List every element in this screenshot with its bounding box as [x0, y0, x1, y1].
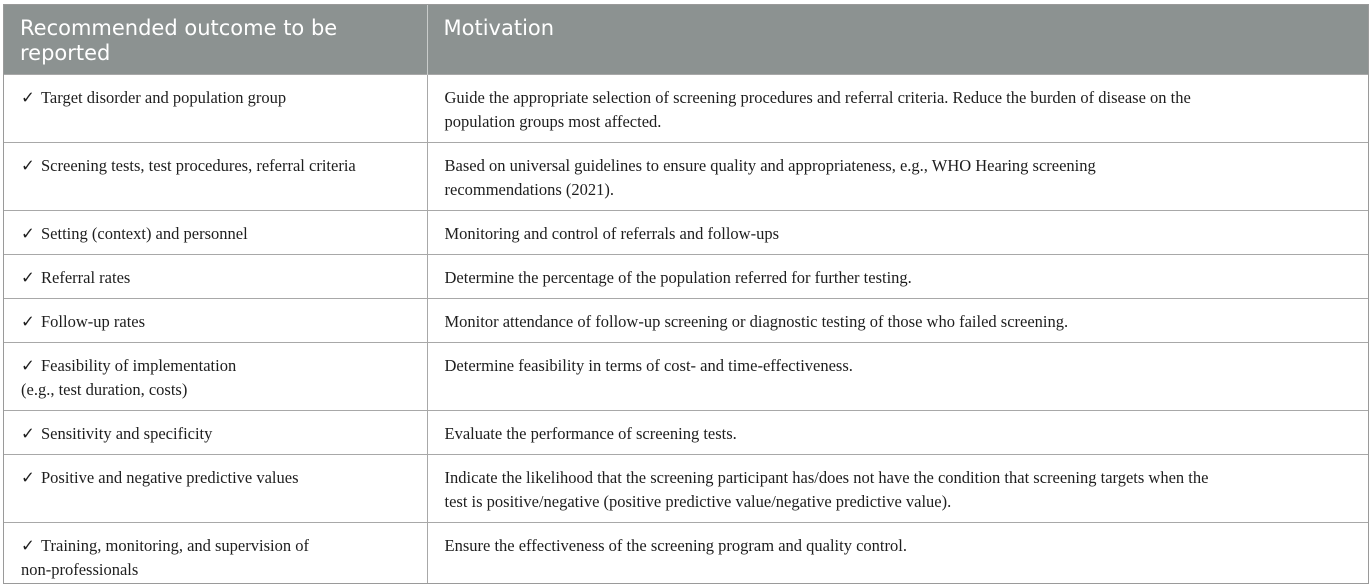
outcome-line: [21, 422, 415, 446]
outcome-line: [21, 558, 415, 582]
checkmark-icon: ✓: [21, 536, 35, 555]
outcome-text: Feasibility of implementation: [41, 356, 237, 375]
motivation-text: Evaluate the performance of screening tests.: [444, 424, 737, 443]
outcome-text: Screening tests, test procedures, referral criteria: [41, 156, 356, 175]
checkmark-icon: ✓: [21, 312, 35, 331]
table-row: [4, 523, 1368, 585]
motivation-cell: [427, 211, 1368, 255]
outcome-text: Sensitivity and specificity: [41, 424, 213, 443]
table-header: [4, 5, 1368, 75]
table-row: [4, 255, 1368, 299]
outcome-cell: [4, 523, 427, 585]
outcome-cell: [4, 299, 427, 343]
outcome-line: [21, 86, 415, 110]
motivation-text: Monitoring and control of referrals and follow-ups: [444, 224, 779, 243]
motivation-cell: [427, 455, 1368, 523]
checkmark-icon: ✓: [21, 268, 35, 287]
outcome-text: Follow-up rates: [41, 312, 146, 331]
checkmark-icon: ✓: [21, 156, 35, 175]
outcome-text: Target disorder and population group: [41, 88, 287, 107]
motivation-cell: [427, 411, 1368, 455]
table-row: [4, 75, 1368, 143]
outcome-line: [21, 222, 415, 246]
outcome-line: [21, 266, 415, 290]
outcome-text: Referral rates: [41, 268, 131, 287]
motivation-text: Determine the percentage of the population referred for further testing.: [444, 268, 912, 287]
outcome-cell: [4, 411, 427, 455]
outcomes-table: [4, 5, 1368, 584]
outcome-line: [21, 534, 415, 558]
motivation-text: test is positive/negative (positive predictive value/negative predictive value).: [444, 492, 952, 511]
table-row: [4, 299, 1368, 343]
motivation-text: population groups most affected.: [444, 112, 662, 131]
outcome-text: (e.g., test duration, costs): [21, 380, 188, 399]
checkmark-icon: ✓: [21, 468, 35, 487]
outcome-line: [21, 310, 415, 334]
outcomes-table-container: [3, 4, 1369, 584]
motivation-cell: [427, 75, 1368, 143]
outcome-line: [21, 466, 415, 490]
table-body: [4, 75, 1368, 585]
outcome-text: Training, monitoring, and supervision of: [41, 536, 309, 555]
motivation-text: Ensure the effectiveness of the screening program and quality control.: [444, 536, 907, 555]
motivation-cell: [427, 343, 1368, 411]
outcome-line: [21, 154, 415, 178]
outcome-text: Setting (context) and personnel: [41, 224, 248, 243]
motivation-text: Guide the appropriate selection of screening procedures and referral criteria. Reduce the burden of disease on the: [444, 88, 1191, 107]
motivation-cell: [427, 523, 1368, 585]
table-row: [4, 411, 1368, 455]
outcome-cell: [4, 255, 427, 299]
checkmark-icon: ✓: [21, 424, 35, 443]
outcome-cell: [4, 211, 427, 255]
outcome-text: Positive and negative predictive values: [41, 468, 299, 487]
outcome-line: [21, 354, 415, 378]
outcome-cell: [4, 143, 427, 211]
motivation-text: Indicate the likelihood that the screening participant has/does not have the condition that screening targets when the: [444, 468, 1209, 487]
outcome-cell: [4, 343, 427, 411]
table-row: [4, 143, 1368, 211]
checkmark-icon: ✓: [21, 356, 35, 375]
motivation-text: Determine feasibility in terms of cost- and time-effectiveness.: [444, 356, 853, 375]
header-outcome: Recommended outcome to be reported: [4, 5, 427, 75]
checkmark-icon: ✓: [21, 88, 35, 107]
header-motivation: Motivation: [427, 5, 1368, 75]
motivation-cell: [427, 299, 1368, 343]
table-row: [4, 455, 1368, 523]
motivation-text: Monitor attendance of follow-up screening or diagnostic testing of those who failed screening.: [444, 312, 1069, 331]
outcome-text: non-professionals: [21, 560, 139, 579]
outcome-cell: [4, 75, 427, 143]
checkmark-icon: ✓: [21, 224, 35, 243]
motivation-text: Based on universal guidelines to ensure quality and appropriateness, e.g., WHO Hearing screening: [444, 156, 1096, 175]
motivation-cell: [427, 143, 1368, 211]
motivation-text: recommendations (2021).: [444, 180, 615, 199]
motivation-cell: [427, 255, 1368, 299]
table-row: [4, 211, 1368, 255]
outcome-cell: [4, 455, 427, 523]
outcome-line: [21, 378, 415, 402]
table-row: [4, 343, 1368, 411]
